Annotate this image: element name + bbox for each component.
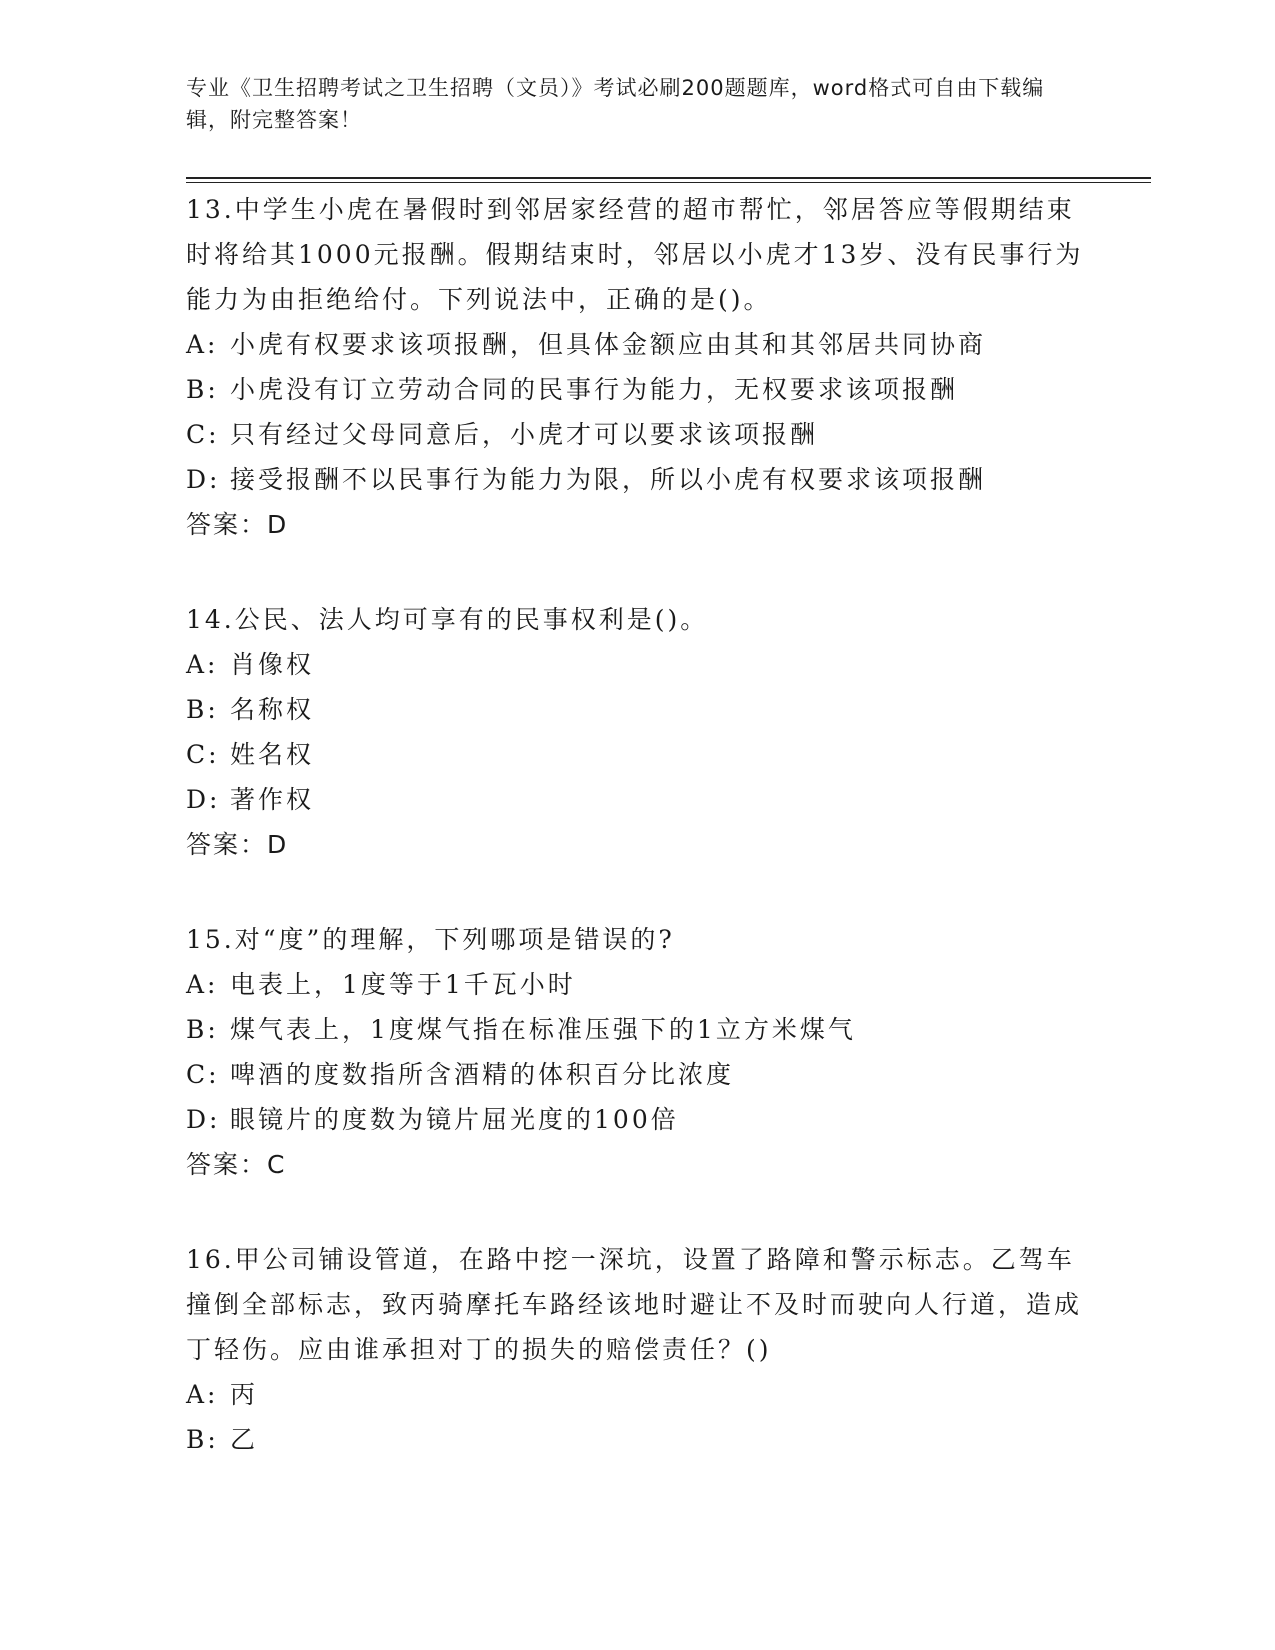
option-text: 姓名权: [230, 740, 315, 769]
answer-line: 答案：C: [186, 1150, 287, 1179]
document-header: 专业《卫生招聘考试之卫生招聘（文员）》考试必刷200题题库，word格式可自由下载编辑，附完整答案！: [186, 76, 1045, 132]
option-letter: B:: [186, 695, 219, 724]
option-letter: A:: [186, 970, 219, 999]
option-letter: A:: [186, 1380, 219, 1409]
question-stem: 14.公民、法人均可享有的民事权利是()。: [186, 605, 709, 634]
option-c: [186, 1052, 1086, 1097]
option-b: [186, 1417, 1086, 1462]
option-text: 小虎有权要求该项报酬，但具体金额应由其和其邻居共同协商: [230, 330, 987, 359]
option-a: [186, 1372, 1086, 1417]
question-stem: 16.甲公司铺设管道，在路中挖一深坑，设置了路障和警示标志。乙驾车撞倒全部标志，致丙骑摩托车路经该地时避让不及时而驶向人行道，造成丁轻伤。应由谁承担对丁的损失的赔偿责任？(): [186, 1245, 1083, 1364]
option-b: [186, 687, 1086, 732]
option-a: [186, 962, 1086, 1007]
option-text: 著作权: [230, 785, 315, 814]
option-letter: B:: [186, 1015, 219, 1044]
option-letter: B:: [186, 1425, 219, 1454]
option-letter: D:: [186, 785, 221, 814]
option-text: 肖像权: [230, 650, 315, 679]
option-b: [186, 1007, 1086, 1052]
option-text: 小虎没有订立劳动合同的民事行为能力，无权要求该项报酬: [230, 375, 959, 404]
question-14: [186, 597, 1086, 867]
option-d: [186, 457, 1086, 502]
option-d: [186, 777, 1086, 822]
option-text: 乙: [230, 1425, 259, 1454]
question-list: [186, 187, 1086, 1512]
header-divider-thick: [186, 177, 1151, 179]
option-letter: A:: [186, 330, 219, 359]
answer-line: 答案：D: [186, 830, 289, 859]
question-15: [186, 917, 1086, 1187]
option-text: 接受报酬不以民事行为能力为限，所以小虎有权要求该项报酬: [230, 465, 987, 494]
answer-line: 答案：D: [186, 510, 289, 539]
option-letter: B:: [186, 375, 219, 404]
option-text: 啤酒的度数指所含酒精的体积百分比浓度: [230, 1060, 735, 1089]
option-text: 眼镜片的度数为镜片屈光度的100倍: [230, 1105, 679, 1134]
option-c: [186, 412, 1086, 457]
option-letter: C:: [186, 740, 220, 769]
option-b: [186, 367, 1086, 412]
option-text: 丙: [230, 1380, 259, 1409]
question-stem: 15.对“度”的理解，下列哪项是错误的?: [186, 925, 675, 954]
option-letter: D:: [186, 1105, 221, 1134]
option-text: 只有经过父母同意后，小虎才可以要求该项报酬: [230, 420, 819, 449]
option-letter: A:: [186, 650, 219, 679]
option-c: [186, 732, 1086, 777]
option-text: 煤气表上，1度煤气指在标准压强下的1立方米煤气: [230, 1015, 856, 1044]
question-16: [186, 1237, 1086, 1462]
question-13: [186, 187, 1086, 547]
option-letter: C:: [186, 1060, 220, 1089]
option-a: [186, 642, 1086, 687]
option-letter: C:: [186, 420, 220, 449]
option-text: 名称权: [230, 695, 315, 724]
option-letter: D:: [186, 465, 221, 494]
option-a: [186, 322, 1086, 367]
question-stem: 13.中学生小虎在暑假时到邻居家经营的超市帮忙，邻居答应等假期结束时将给其1000元报酬。假期结束时，邻居以小虎才13岁、没有民事行为能力为由拒绝给付。下列说法中，正确的是()。: [186, 195, 1084, 314]
option-d: [186, 1097, 1086, 1142]
header-divider-thin: [186, 182, 1151, 183]
option-text: 电表上，1度等于1千瓦小时: [230, 970, 576, 999]
